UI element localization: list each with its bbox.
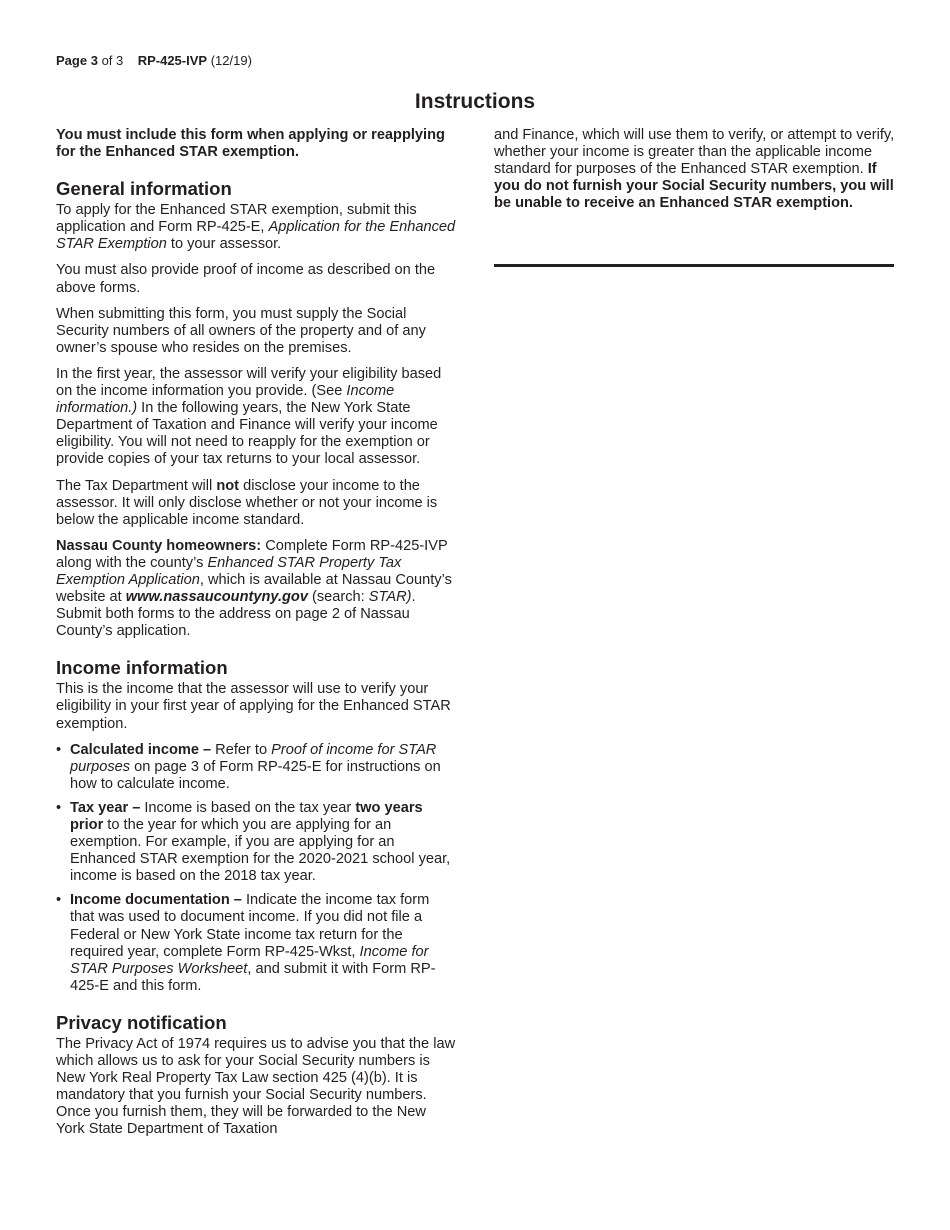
bullet-icon: • bbox=[56, 799, 62, 816]
nassau-website-link: www.nassaucountyny.gov bbox=[125, 589, 308, 606]
page-number: 3 bbox=[90, 53, 98, 68]
general-paragraph-2: You must also provide proof of income as described on the above forms. bbox=[56, 262, 436, 296]
page-header bbox=[56, 53, 252, 69]
general-paragraph-1: To apply for the Enhanced STAR exemption, submit this application and Form RP-425-E, Application for the Enhanced STAR Exemption to your assessor. bbox=[56, 202, 456, 253]
privacy-paragraph-2: and Finance, which will use them to verify, or attempt to verify, whether your income is greater than the applicable income standard for purposes of the Enhanced STAR exemption. If you do not furnish your Social Security numbers, you will be unable to receive an Enhanced STAR exemption. bbox=[494, 127, 895, 212]
privacy-heading: Privacy notification bbox=[56, 1011, 227, 1033]
section-divider bbox=[494, 264, 894, 267]
list-item: • Calculated income – Refer to Proof of income for STAR purposes on page 3 of Form RP-425-E for instructions on how to calculate income. bbox=[56, 741, 441, 792]
left-column bbox=[56, 127, 456, 1148]
general-heading: General information bbox=[56, 178, 232, 200]
income-intro: This is the income that the assessor will use to verify your eligibility in your first year of applying for the Enhanced STAR exemption. bbox=[56, 681, 451, 732]
intro-note: You must include this form when applying or reapplying for the Enhanced STAR exemption. bbox=[56, 127, 445, 161]
form-date: (12/19) bbox=[210, 53, 252, 68]
list-item: • Tax year – Income is based on the tax year two years prior to the year for which you are applying for an exemption. For example, if you are applying for an Enhanced STAR exemption for the 2020-2021 school year, income is based on the 2018 tax year. bbox=[56, 799, 451, 885]
page-title: Instructions bbox=[414, 90, 536, 113]
form-id: RP-425-IVP bbox=[137, 53, 208, 68]
income-heading: Income information bbox=[56, 657, 228, 679]
bullet-icon: • bbox=[56, 741, 62, 758]
right-column bbox=[494, 127, 896, 221]
page-of: of 3 bbox=[101, 53, 124, 68]
general-paragraph-5: The Tax Department will not disclose your income to the assessor. It will only disclose whether or not your income is below the applicable income standard. bbox=[56, 477, 438, 528]
page-label: Page bbox=[56, 53, 88, 68]
general-paragraph-3: When submitting this form, you must supply the Social Security numbers of all owners of the property and of any owner’s spouse who resides on the premises. bbox=[56, 305, 426, 356]
income-list bbox=[56, 742, 456, 995]
list-item: • Income documentation – Indicate the income tax form that was used to document income. If you did not file a Federal or New York State income tax return for the required year, complete Form RP-425-Wkst, Income for STAR Purposes Worksheet, and submit it with Form RP-425-E and this form. bbox=[56, 892, 436, 994]
bullet-icon: • bbox=[56, 892, 62, 909]
general-paragraph-4: In the first year, the assessor will verify your eligibility based on the income information you provide. (See Income information.) In the following years, the New York State Department of Taxation and Finance will verify your income eligibility. You will not need to reapply for the exemption or provide copies of your tax returns to your local assessor. bbox=[56, 365, 442, 468]
nassau-paragraph: Nassau County homeowners: Complete Form RP-425-IVP along with the county’s Enhanced STAR Property Tax Exemption Application, which is available at Nassau County’s website at www.nassaucountyny.gov (search: STAR). Submit both forms to the address on page 2 of Nassau County’s application. bbox=[56, 537, 452, 640]
privacy-paragraph-1: The Privacy Act of 1974 requires us to advise you that the law which allows us to ask for your Social Security numbers is New York Real Property Tax Law section 425 (4)(b). It is mandatory that you furnish your Social Security numbers. Once you furnish them, they will be forwarded to the New York State Department of Taxation bbox=[56, 1035, 456, 1138]
